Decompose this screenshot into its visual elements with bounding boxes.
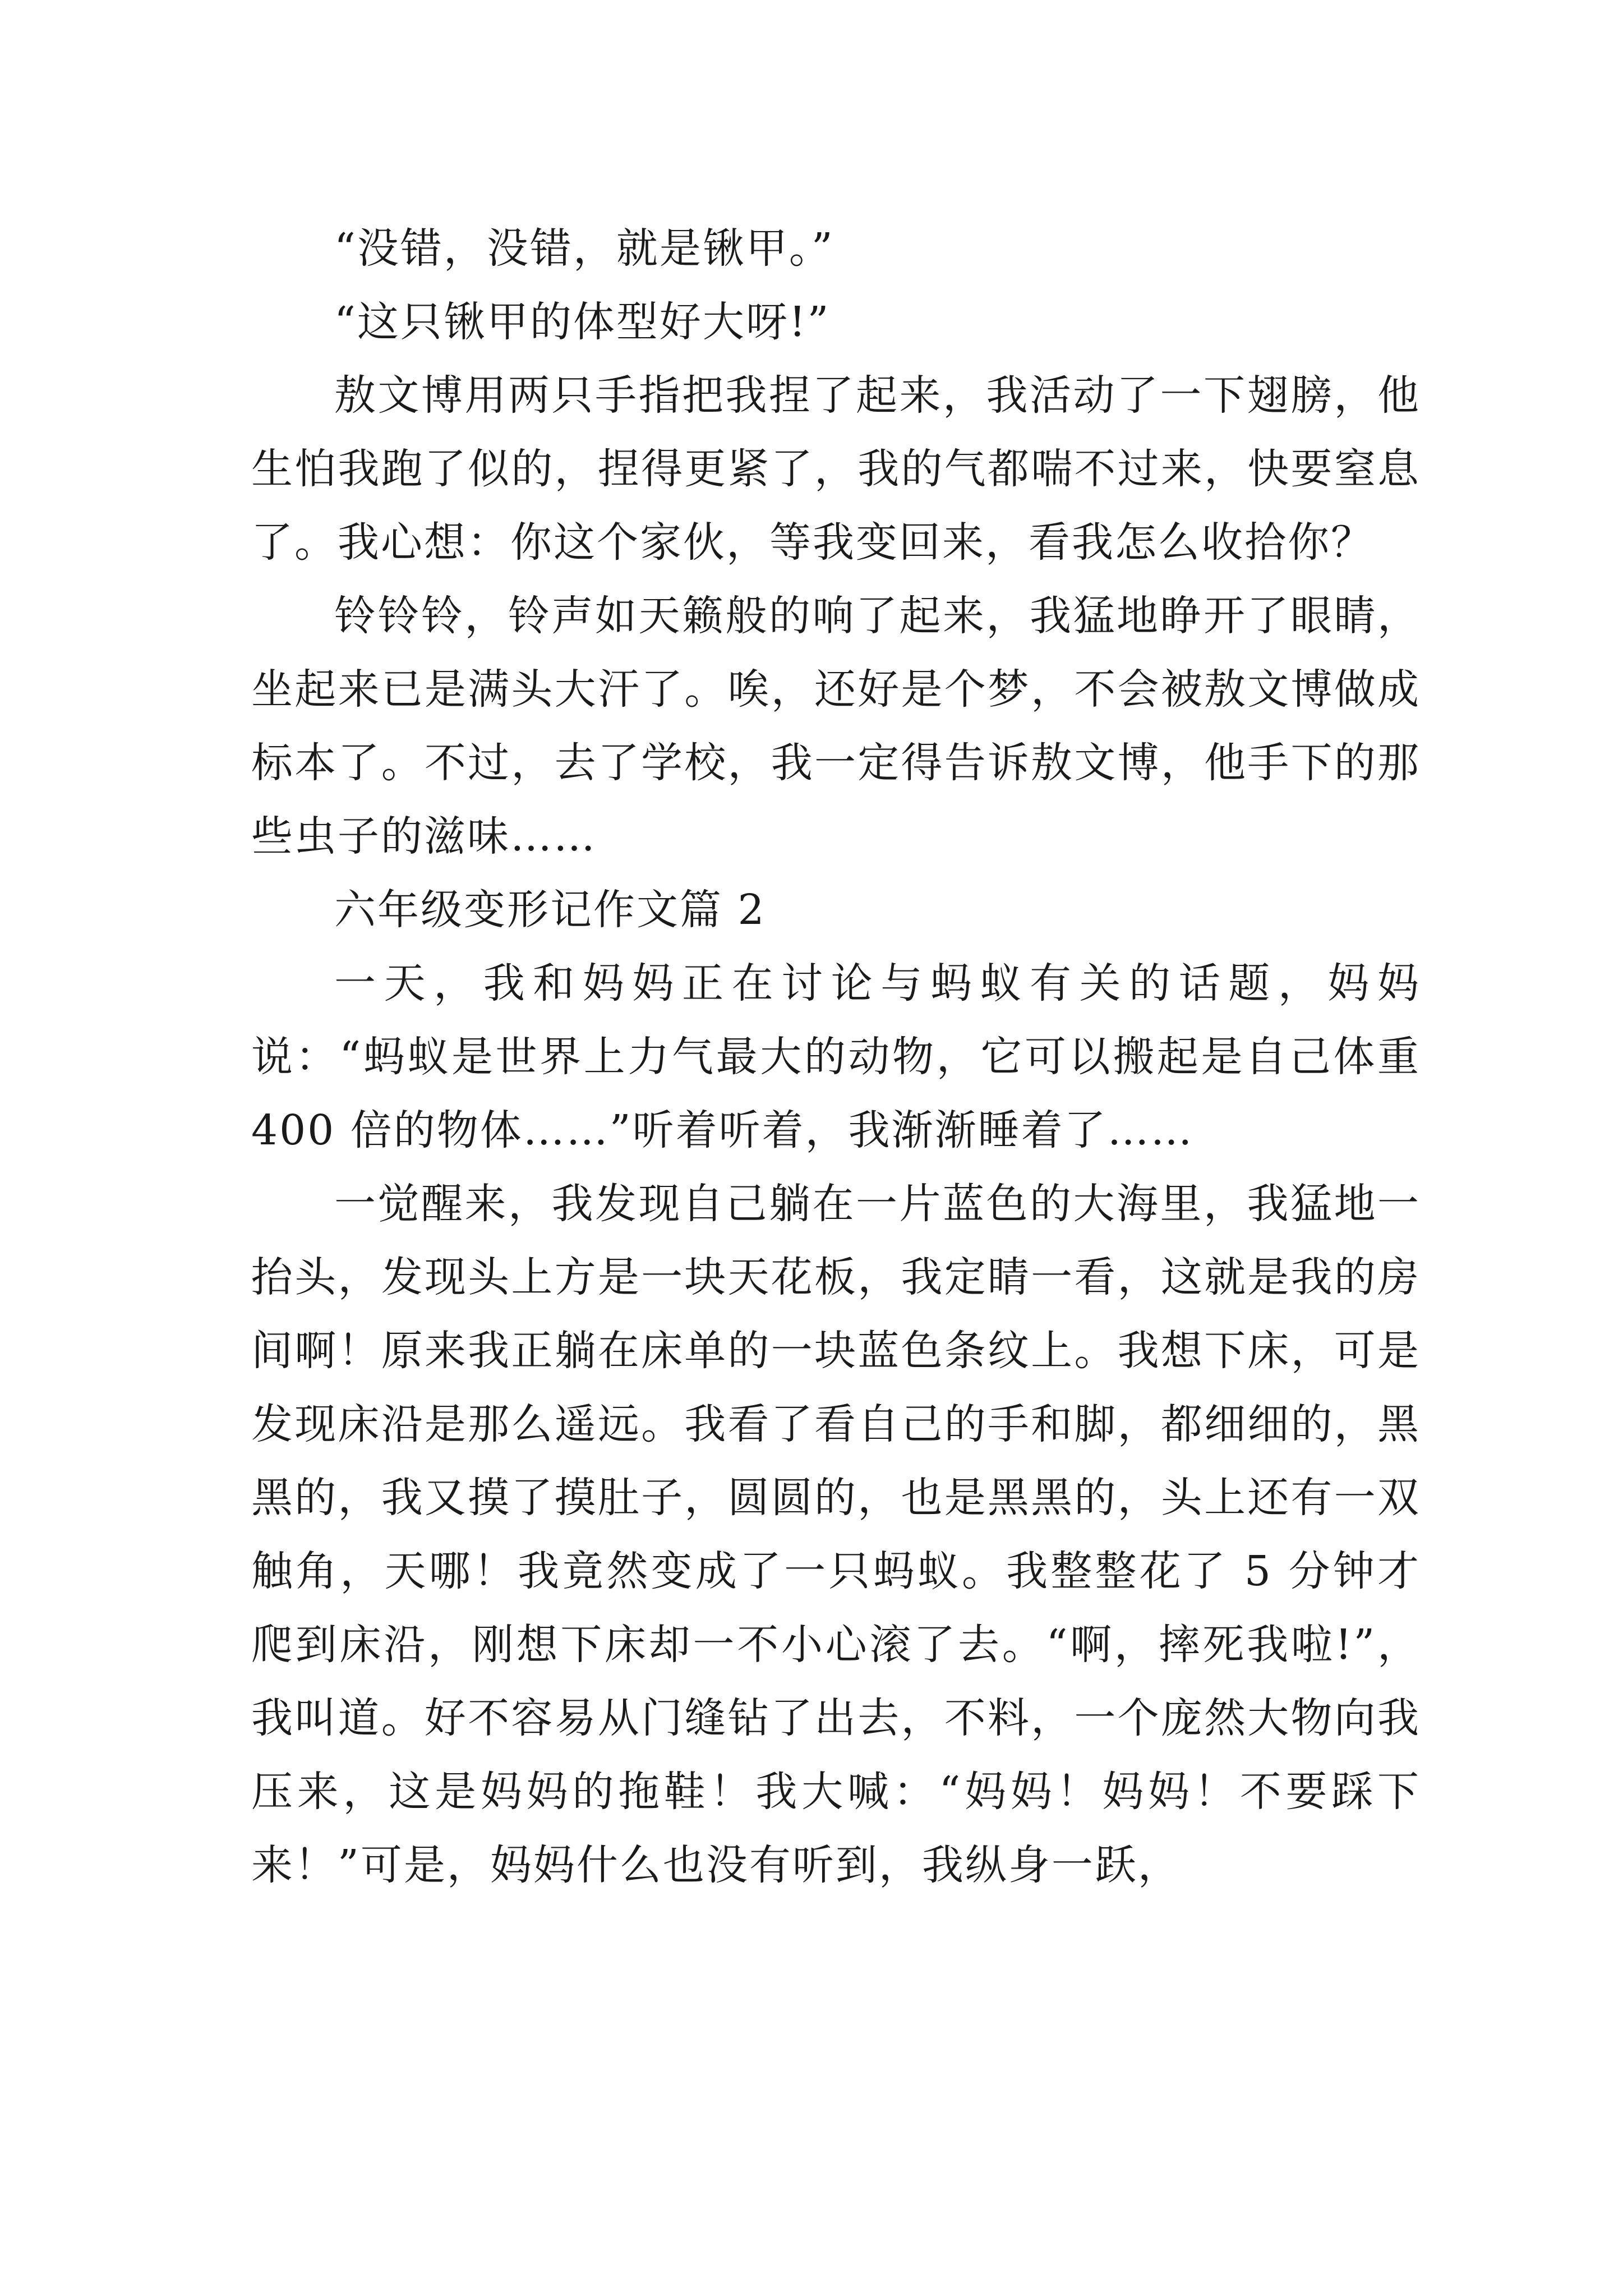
section-heading: 六年级变形记作文篇 2 — [334, 886, 766, 934]
document-body — [251, 212, 1421, 1902]
paragraph-3: 敖文博用两只手指把我捏了起来，我活动了一下翅膀，他生怕我跑了似的，捏得更紧了，我的气都喘不过来，快要窒息了。我心想：你这个家伙，等我变回来，看我怎么收拾你？ — [251, 371, 1421, 567]
paragraph-4: 铃铃铃，铃声如天籁般的响了起来，我猛地睁开了眼睛，坐起来已是满头大汗了。唉，还好是个梦，不会被敖文博做成标本了。不过，去了学校，我一定得告诉敖文博，他手下的那些虫子的滋味…… — [251, 592, 1421, 861]
paragraph-1: “没错，没错，就是锹甲。” — [334, 224, 834, 273]
paragraph-2: “这只锹甲的体型好大呀!” — [334, 298, 831, 346]
paragraph-6: 一觉醒来，我发现自己躺在一片蓝色的大海里，我猛地一抬头，发现头上方是一块天花板，我定睛一看，这就是我的房间啊！原来我正躺在床单的一块蓝色条纹上。我想下床，可是发现床沿是那么遥远。我看了看自己的手和脚，都细细的，黑黑的，我又摸了摸肚子，圆圆的，也是黑黑的，头上还有一双触角，天哪！我竟然变成了一只蚂蚁。我整整花了 5 分钟才爬到床沿，刚想下床却一不小心滚了去。“啊，摔死我啦!”，我叫道。好不容易从门缝钻了出去，不料，一个庞然大物向我压来，这是妈妈的拖鞋！我大喊：“妈妈！妈妈！不要踩下来！”可是，妈妈什么也没有听到，我纵身一跃， — [251, 1180, 1421, 1889]
paragraph-5: 一天，我和妈妈正在讨论与蚂蚁有关的话题，妈妈说：“蚂蚁是世界上力气最大的动物，它可以搬起是自己体重 400 倍的物体……”听着听着，我渐渐睡着了…… — [251, 959, 1421, 1154]
